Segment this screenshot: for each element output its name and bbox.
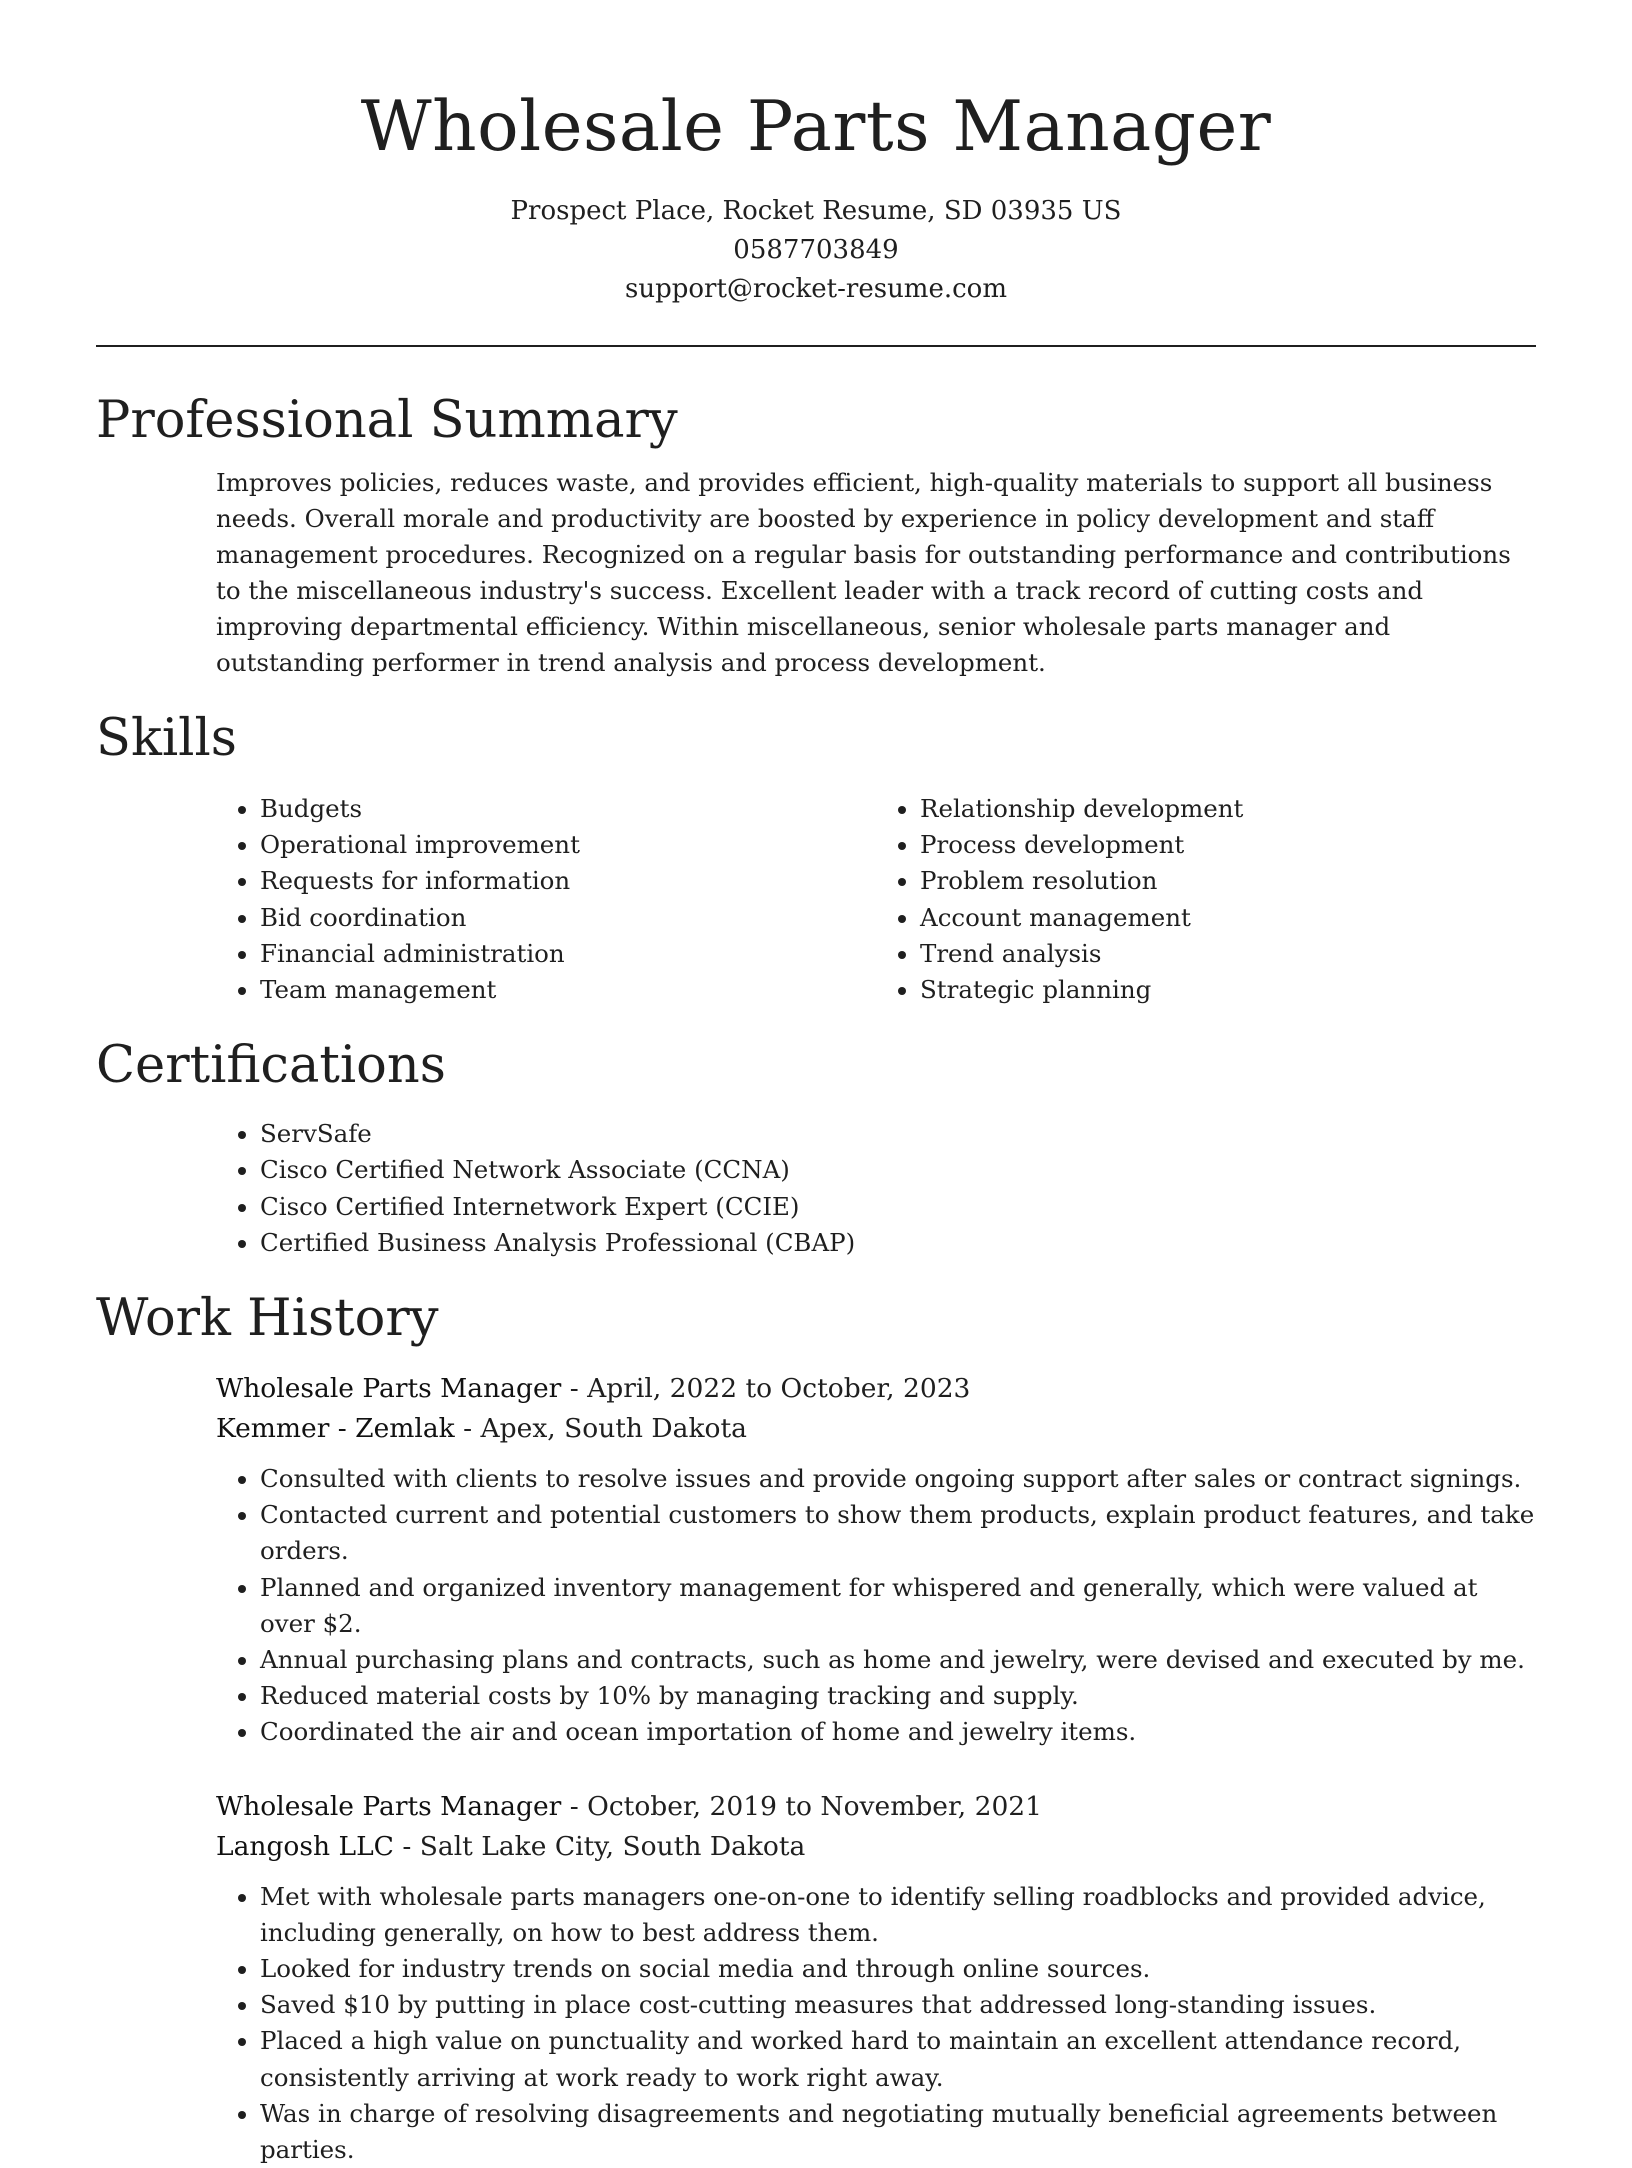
skill-item: • Operational improvement bbox=[260, 827, 876, 863]
job-duty-item: • Consulted with clients to resolve issues and provide ongoing support after sales or contract signings. bbox=[260, 1461, 1536, 1497]
job-duty-item: • Looked for industry trends on social media and through online sources. bbox=[260, 1951, 1536, 1987]
summary-heading: Professional Summary bbox=[96, 391, 678, 450]
work-history-heading: Work History bbox=[96, 1289, 439, 1349]
skill-item: • Budgets bbox=[260, 791, 876, 827]
certifications-heading: Certifications bbox=[96, 1036, 446, 1096]
job-duty-item: • Met with wholesale parts managers one-on-one to identify selling roadblocks and provided advice, including generally, on how to best address them. bbox=[260, 1879, 1536, 1951]
job-entry bbox=[216, 1369, 1536, 1751]
skill-item: • Problem resolution bbox=[920, 863, 1536, 899]
job-dates: - October, 2019 to November, 2021 bbox=[561, 1790, 1043, 1822]
job-dates: - April, 2022 to October, 2023 bbox=[561, 1373, 971, 1405]
job-title-line bbox=[216, 1369, 1536, 1409]
job-company: Kemmer - Zemlak bbox=[216, 1413, 455, 1445]
certification-item: • ServSafe bbox=[260, 1116, 1536, 1152]
skill-item: • Bid coordination bbox=[260, 900, 876, 936]
job-duty-item: • Placed a high value on punctuality and worked hard to maintain an excellent attendance record, consistently arriving at work ready to work right away. bbox=[260, 2023, 1536, 2095]
summary-text: Improves policies, reduces waste, and provides efficient, high-quality materials to support all business needs. Overall morale and productivity are boosted by experience in policy development and staff management procedures. Recognized on a regular basis for outstanding performance and contributions to the miscellaneous industry's success. Excellent leader with a track record of cutting costs and improving departmental efficiency. Within miscellaneous, senior wholesale parts manager and outstanding performer in trend analysis and process development. bbox=[216, 468, 1511, 677]
contact-address: Prospect Place, Rocket Resume, SD 03935 US bbox=[510, 196, 1122, 226]
header-divider bbox=[96, 345, 1536, 347]
job-company-line bbox=[216, 1409, 1536, 1449]
resume-page bbox=[96, 0, 1536, 2168]
job-location: - Apex, South Dakota bbox=[454, 1413, 747, 1445]
skill-item: • Financial administration bbox=[260, 936, 876, 972]
skills-list bbox=[216, 791, 1536, 1008]
skill-item: • Process development bbox=[920, 827, 1536, 863]
job-duty-item: • Contacted current and potential customers to show them products, explain product features, and take orders. bbox=[260, 1497, 1536, 1569]
skill-item: • Relationship development bbox=[920, 791, 1536, 827]
job-duties-list bbox=[216, 1879, 1536, 2168]
certification-item: • Certified Business Analysis Professional (CBAP) bbox=[260, 1225, 1536, 1261]
job-location: - Salt Lake City, South Dakota bbox=[393, 1830, 806, 1862]
job-title: Wholesale Parts Manager bbox=[216, 1373, 562, 1405]
certification-item: • Cisco Certified Network Associate (CCNA) bbox=[260, 1152, 1536, 1188]
job-duties-list bbox=[216, 1461, 1536, 1751]
job-title-line bbox=[216, 1787, 1536, 1827]
skill-item: • Requests for information bbox=[260, 863, 876, 899]
contact-phone: 0587703849 bbox=[733, 235, 899, 265]
job-duty-item: • Was in charge of resolving disagreements and negotiating mutually beneficial agreements between parties. bbox=[260, 2096, 1536, 2168]
job-company-line bbox=[216, 1827, 1536, 1867]
job-duty-item: • Reduced material costs by 10% by managing tracking and supply. bbox=[260, 1678, 1536, 1714]
job-duty-item: • Annual purchasing plans and contracts, such as home and jewelry, were devised and executed by me. bbox=[260, 1642, 1536, 1678]
skills-column-left bbox=[216, 791, 876, 1008]
contact-block bbox=[96, 192, 1536, 309]
skill-item: • Team management bbox=[260, 972, 876, 1008]
skills-column-right bbox=[876, 791, 1536, 1008]
job-title: Wholesale Parts Manager bbox=[216, 1790, 562, 1822]
job-duty-item: • Planned and organized inventory management for whispered and generally, which were valued at over $2. bbox=[260, 1570, 1536, 1642]
certification-item: • Cisco Certified Internetwork Expert (CCIE) bbox=[260, 1189, 1536, 1225]
job-duty-item: • Saved $10 by putting in place cost-cutting measures that addressed long-standing issues. bbox=[260, 1987, 1536, 2023]
job-duty-item: • Coordinated the air and ocean importation of home and jewelry items. bbox=[260, 1714, 1536, 1750]
certifications-list bbox=[216, 1116, 1536, 1261]
job-entry bbox=[216, 1787, 1536, 2168]
skill-item: • Trend analysis bbox=[920, 936, 1536, 972]
resume-name: Wholesale Parts Manager bbox=[360, 87, 1272, 167]
skills-heading: Skills bbox=[96, 709, 237, 768]
skill-item: • Strategic planning bbox=[920, 972, 1536, 1008]
contact-email: support@rocket-resume.com bbox=[624, 274, 1007, 304]
job-company: Langosh LLC bbox=[216, 1830, 394, 1862]
skill-item: • Account management bbox=[920, 900, 1536, 936]
